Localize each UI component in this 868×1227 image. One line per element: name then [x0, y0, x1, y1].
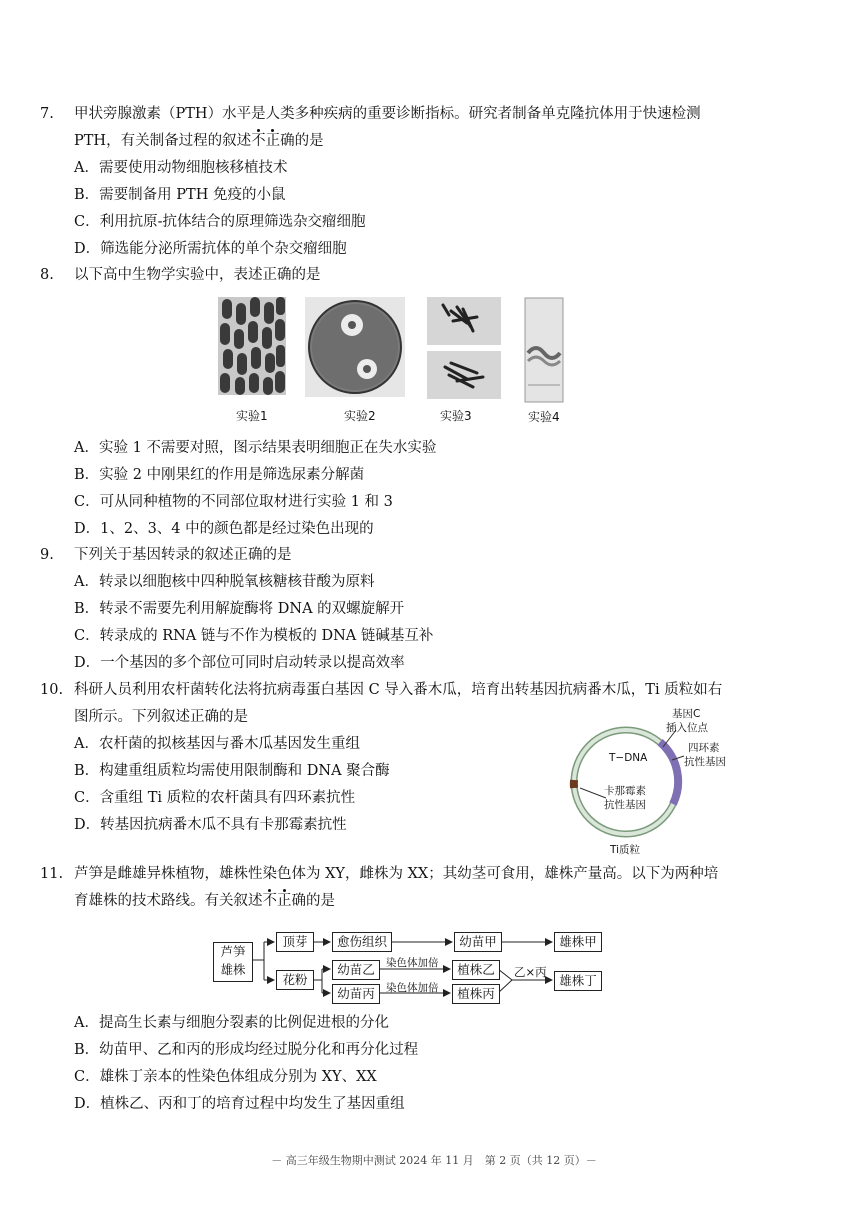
- flow-callus: 愈伤组织: [332, 932, 392, 952]
- q10-option-b: B．构建重组质粒均需使用限制酶和 DNA 聚合酶: [74, 763, 390, 779]
- gene-c-label: 基因C: [672, 708, 701, 720]
- q7-option-c: C．利用抗原-抗体结合的原理筛选杂交瘤细胞: [74, 214, 366, 230]
- q8-number: 8.: [40, 267, 54, 283]
- experiment1-caption: 实验1: [236, 409, 268, 423]
- flow-doubling-label-2: 染色体加倍: [386, 982, 439, 994]
- flow-cross-label: 乙×丙: [514, 965, 547, 979]
- flow-start-male-asparagus: 芦笋 雄株: [213, 942, 253, 982]
- flow-pollen: 花粉: [276, 970, 314, 990]
- kanamycin-label-2: 抗性基因: [604, 799, 646, 811]
- q11-option-c: C．雄株丁亲本的性染色体组成分别为 XY、XX: [74, 1069, 377, 1085]
- flow-seedling-c: 幼苗丙: [332, 984, 380, 1004]
- q10-option-c: C．含重组 Ti 质粒的农杆菌具有四环素抗性: [74, 790, 356, 806]
- q11-option-a: A．提高生长素与细胞分裂素的比例促进根的分化: [74, 1015, 389, 1031]
- flow-apical-bud: 顶芽: [276, 932, 314, 952]
- q11-option-d: D．植株乙、丙和丁的培育过程中均发生了基因重组: [74, 1096, 405, 1112]
- q7-option-d: D．筛选能分泌所需抗体的单个杂交瘤细胞: [74, 241, 347, 257]
- flow-doubling-label-1: 染色体加倍: [386, 957, 439, 969]
- tetracycline-label-2: 抗性基因: [684, 756, 726, 768]
- flow-plant-b: 植株乙: [452, 960, 500, 980]
- q8-option-c: C．可从同种植物的不同部位取材进行实验 1 和 3: [74, 494, 393, 510]
- q9-option-a: A．转录以细胞核中四种脱氧核糖核苷酸为原料: [74, 574, 375, 590]
- q9-option-c: C．转录成的 RNA 链与不作为模板的 DNA 链碱基互补: [74, 628, 434, 644]
- q10-stem-line1: 科研人员利用农杆菌转化法将抗病毒蛋白基因 C 导入番木瓜，培育出转基因抗病番木瓜，Ti 质粒如右: [74, 682, 723, 698]
- kanamycin-label-1: 卡那霉素: [604, 785, 646, 797]
- ti-plasmid-label: Ti质粒: [610, 844, 641, 856]
- q8-option-d: D．1、2、3、4 中的颜色都是经过染色出现的: [74, 521, 374, 537]
- flow-male-a: 雄株甲: [554, 932, 602, 952]
- insert-site-label: 插入位点: [666, 722, 708, 734]
- q11-stem-line2: 育雄株的技术路线。有关叙述不正确的是: [74, 893, 335, 909]
- q7-stem-line2: PTH，有关制备过程的叙述不正确的是: [74, 133, 324, 149]
- page-footer: － 高三年级生物期中测试 2024 年 11 月 第 2 页（共 12 页）－: [271, 1154, 597, 1167]
- q9-option-b: B．转录不需要先利用解旋酶将 DNA 的双螺旋解开: [74, 601, 405, 617]
- q10-option-a: A．农杆菌的拟核基因与番木瓜基因发生重组: [74, 736, 360, 752]
- experiment3-caption: 实验3: [440, 409, 472, 423]
- flow-seedling-b: 幼苗乙: [332, 960, 380, 980]
- q9-option-d: D．一个基因的多个部位可同时启动转录以提高效率: [74, 655, 405, 671]
- q11-number: 11.: [40, 866, 64, 882]
- tdna-label: T−DNA: [609, 752, 648, 764]
- experiment2-caption: 实验2: [344, 409, 376, 423]
- q10-stem-line2: 图所示。下列叙述正确的是: [74, 709, 248, 725]
- q7-option-b: B．需要制备用 PTH 免疫的小鼠: [74, 187, 286, 203]
- q7-option-a: A．需要使用动物细胞核移植技术: [74, 160, 288, 176]
- q8-stem: 以下高中生物学实验中，表述正确的是: [74, 267, 321, 283]
- flow-seedling-a: 幼苗甲: [454, 932, 502, 952]
- q7-number: 7.: [40, 106, 54, 122]
- q8-option-a: A．实验 1 不需要对照，图示结果表明细胞正在失水实验: [74, 440, 437, 456]
- q10-number: 10.: [40, 682, 64, 698]
- q11-stem-line1: 芦笋是雌雄异株植物，雄株性染色体为 XY，雌株为 XX；其幼茎可食用，雄株产量高。以下为两种培: [74, 866, 719, 882]
- q9-stem: 下列关于基因转录的叙述正确的是: [74, 547, 292, 563]
- tetracycline-label-1: 四环素: [688, 742, 720, 754]
- q10-option-d: D．转基因抗病番木瓜不具有卡那霉素抗性: [74, 817, 347, 833]
- flow-male-d: 雄株丁: [554, 971, 602, 991]
- q8-option-b: B．实验 2 中刚果红的作用是筛选尿素分解菌: [74, 467, 365, 483]
- q9-number: 9.: [40, 547, 54, 563]
- experiment4-caption: 实验4: [528, 410, 560, 424]
- flow-plant-c: 植株丙: [452, 984, 500, 1004]
- q7-stem-line1: 甲状旁腺激素（PTH）水平是人类多种疾病的重要诊断指标。研究者制备单克隆抗体用于快速检测: [74, 106, 701, 122]
- q11-option-b: B．幼苗甲、乙和丙的形成均经过脱分化和再分化过程: [74, 1042, 419, 1058]
